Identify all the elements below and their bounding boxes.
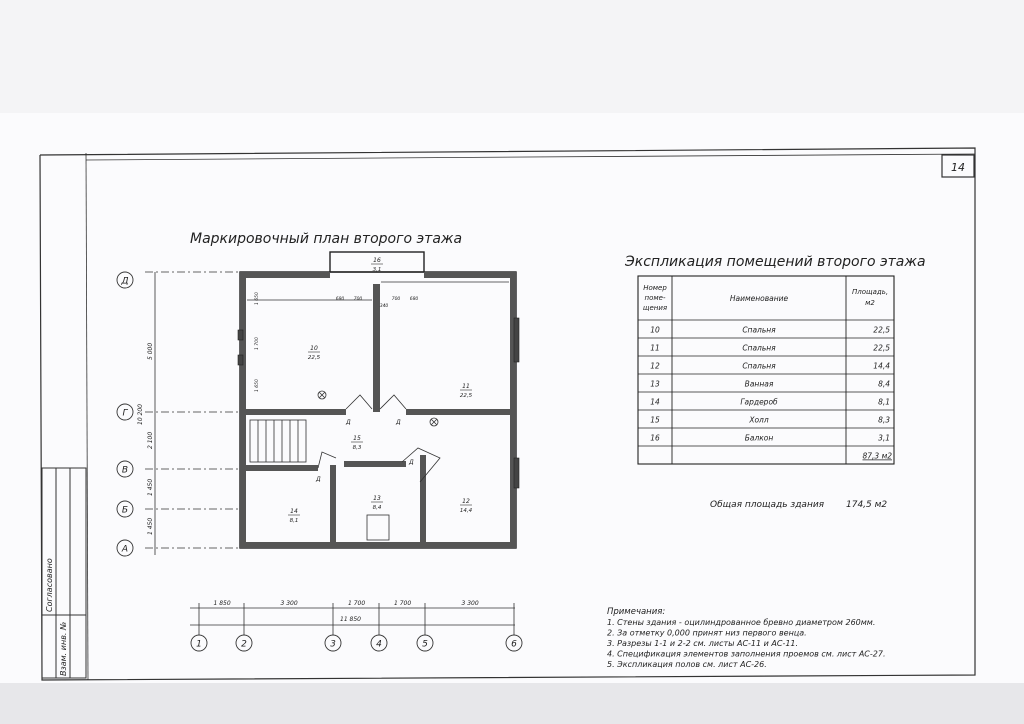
axis-bubble-num-4 xyxy=(371,603,387,651)
door-mark: Д xyxy=(346,419,351,426)
cell-num: 16 xyxy=(650,433,660,443)
cell-area: 22,5 xyxy=(873,325,890,335)
cell-num: 15 xyxy=(650,415,660,425)
room-number: 13 xyxy=(373,495,381,502)
table-row xyxy=(650,434,890,443)
axis-bubble-2 xyxy=(117,404,133,420)
balcony-dim: 700 xyxy=(391,297,401,302)
cell-num: 10 xyxy=(650,325,660,335)
dim-left-4: 1 450 xyxy=(147,478,154,496)
axis-label: 2 xyxy=(241,639,247,650)
room-number: 11 xyxy=(462,383,470,390)
dim-left-3: 2 100 xyxy=(147,431,154,449)
axis-bubble-3 xyxy=(117,461,133,477)
axis-bubble-num-6 xyxy=(506,603,522,651)
dim-bottom-3: 1 700 xyxy=(348,600,366,607)
room-number: 14 xyxy=(290,508,298,515)
dim-bottom-5: 3 300 xyxy=(461,600,479,607)
notes-title: Примечания: xyxy=(607,607,666,617)
axis-label: 6 xyxy=(511,639,517,650)
room-area: 8,4 xyxy=(372,505,382,511)
cell-area: 8,3 xyxy=(878,415,890,425)
dim-left-1: 5 000 xyxy=(147,342,154,360)
cell-area: 8,4 xyxy=(878,379,890,389)
stamp-inv: Взам. инв. № xyxy=(59,621,68,676)
room-number: 10 xyxy=(310,345,318,352)
door-mark: Д xyxy=(316,476,321,483)
table-row xyxy=(650,416,890,425)
balcony-dim: 340 xyxy=(379,304,389,309)
note-item: 5. Экспликация полов см. лист АС-26. xyxy=(607,660,767,669)
cell-area: 22,5 xyxy=(873,343,890,353)
inner-dim: 1 650 xyxy=(255,292,260,305)
axis-label: 4 xyxy=(376,639,382,650)
cell-name: Спальня xyxy=(742,361,776,371)
sheet-number: 14 xyxy=(951,161,965,174)
cell-area: 14,4 xyxy=(873,361,890,371)
cell-num: 13 xyxy=(650,379,660,389)
cell-area: 3,1 xyxy=(878,433,890,443)
table-row xyxy=(650,362,890,371)
balcony-dim: 700 xyxy=(353,297,363,302)
room-label-16 xyxy=(371,257,383,273)
explication-title: Экспликация помещений второго этажа xyxy=(625,254,926,270)
door-mark: Д xyxy=(409,459,414,466)
cell-area: 8,1 xyxy=(878,397,890,407)
room-area: 8,3 xyxy=(352,445,362,451)
note-item: 3. Разрезы 1-1 и 2-2 см. листы АС-11 и АС-11. xyxy=(607,639,799,648)
axis-label: Д xyxy=(121,276,129,287)
table-row xyxy=(650,326,890,335)
dim-left-2: 10 200 xyxy=(137,404,144,425)
total-area-value: 174,5 м2 xyxy=(846,500,888,510)
inner-dim: 1 650 xyxy=(255,379,260,392)
room-label-12 xyxy=(460,498,473,514)
axis-bubble-5 xyxy=(117,540,133,556)
axis-label: 5 xyxy=(422,639,428,650)
door-mark: Д xyxy=(396,419,401,426)
header-name: Наименование xyxy=(729,294,789,303)
room-area: 22,5 xyxy=(459,393,473,399)
header-number: Номер поме-щения xyxy=(642,284,668,312)
axis-label: 1 xyxy=(196,639,202,650)
axis-bubble-4 xyxy=(117,501,133,517)
room-number: 15 xyxy=(353,435,361,442)
inner-dim: 1 700 xyxy=(255,337,260,350)
table-total: 87,3 м2 xyxy=(862,451,892,461)
table-row xyxy=(650,398,890,407)
axis-bubble-1 xyxy=(117,272,133,288)
room-area: 3,1 xyxy=(372,267,382,273)
dim-bottom-1: 1 850 xyxy=(213,600,231,607)
cell-num: 14 xyxy=(650,397,660,407)
axis-label: Б xyxy=(121,505,129,516)
dim-total: 11 850 xyxy=(340,616,361,623)
note-item: 1. Стены здания - оцилиндрованное бревно диаметром 260мм. xyxy=(607,618,876,627)
axis-bubble-num-3 xyxy=(325,603,341,651)
axis-label: Г xyxy=(122,408,128,419)
room-label-11 xyxy=(460,383,473,399)
axis-label: В xyxy=(121,465,129,476)
room-area: 8,1 xyxy=(289,518,299,524)
note-item: 2. За отметку 0,000 принят низ первого венца. xyxy=(607,628,807,638)
cell-name: Спальня xyxy=(742,343,776,353)
axis-bubble-num-5 xyxy=(417,603,433,651)
floor-plan xyxy=(238,252,519,548)
axis-bubble-num-2 xyxy=(236,603,252,651)
room-number: 12 xyxy=(462,498,470,505)
room-label-14 xyxy=(288,508,300,524)
stamp-agreed: Согласовано xyxy=(45,558,54,612)
dim-bottom-4: 1 700 xyxy=(394,600,412,607)
table-row xyxy=(650,344,890,353)
room-area: 22,5 xyxy=(307,355,321,361)
cell-name: Ванная xyxy=(744,379,774,389)
balcony-dim: 680 xyxy=(409,297,419,302)
room-label-10 xyxy=(308,345,321,361)
total-area-label: Общая площадь здания xyxy=(710,500,825,510)
room-label-13 xyxy=(371,495,383,511)
balcony-dim: 680 xyxy=(335,297,345,302)
dim-bottom-2: 3 300 xyxy=(280,600,298,607)
axis-label: 3 xyxy=(330,639,336,650)
cell-name: Спальня xyxy=(742,325,776,335)
cell-name: Холл xyxy=(749,415,769,425)
left-dimension-line xyxy=(145,272,240,555)
cell-name: Балкон xyxy=(744,433,774,443)
explication-table xyxy=(638,276,894,464)
header-area: Площадь, м2 xyxy=(851,288,889,307)
plan-title: Маркировочный план второго этажа xyxy=(190,231,463,247)
table-row xyxy=(650,380,890,389)
axis-bubble-num-1 xyxy=(191,603,207,651)
cell-num: 12 xyxy=(650,361,660,371)
dim-left-5: 1 450 xyxy=(147,517,154,535)
cell-name: Гардероб xyxy=(740,397,778,407)
note-item: 4. Спецификация элементов заполнения проемов см. лист АС-27. xyxy=(607,649,886,659)
axis-label: А xyxy=(121,544,129,555)
cell-num: 11 xyxy=(650,343,660,353)
room-label-15 xyxy=(351,435,363,451)
room-number: 16 xyxy=(373,257,381,264)
room-area: 14,4 xyxy=(459,508,473,514)
